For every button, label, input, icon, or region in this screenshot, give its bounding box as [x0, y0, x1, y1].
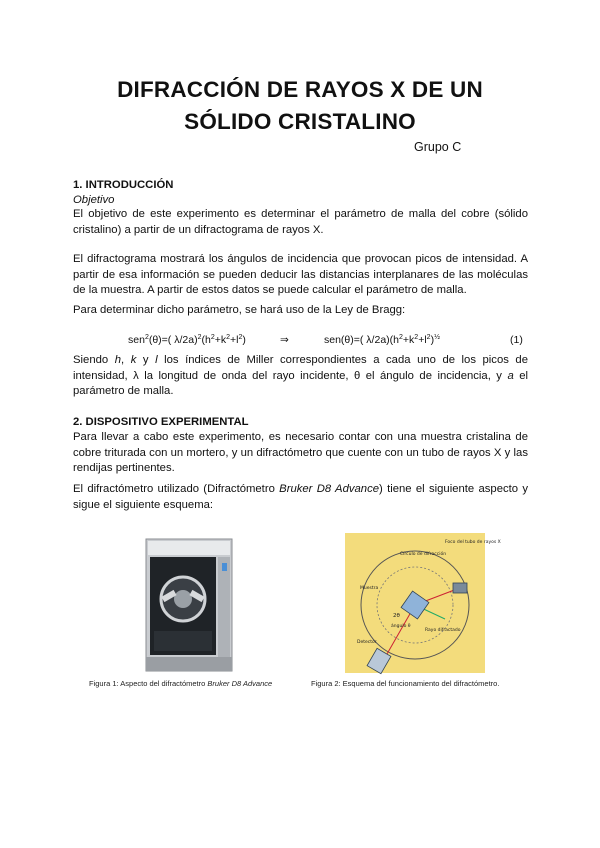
title-line-1: DIFRACCIÓN DE RAYOS X DE UN: [117, 77, 483, 102]
title-line-2: SÓLIDO CRISTALINO: [184, 109, 416, 134]
section-1-paragraph-3: Para determinar dicho parámetro, se hará uso de la Ley de Bragg:: [73, 304, 406, 316]
bragg-formula-arrow: ⇒: [280, 334, 289, 346]
label-focal: Foco del tubo de rayos X: [445, 540, 501, 545]
figure-1-caption: Figura 1: Aspecto del difractómetro Bruker D8 Advance: [89, 679, 273, 688]
group-label: Grupo C: [414, 140, 462, 154]
label-angulo: ángulo θ: [391, 624, 411, 629]
section-2-heading: 2. DISPOSITIVO EXPERIMENTAL: [73, 416, 249, 428]
diffractometer-schematic: [345, 533, 501, 673]
diffractometer-photo: [140, 535, 240, 675]
section-1-paragraph-2: El difractograma mostrará los ángulos de incidencia que provocan picos de intensidad. A partir de esa información se pueden deducir las distancias interplanares de las moléculas de la muestra. A partir de estos datos se puede calcular el parámetro de malla.: [73, 253, 528, 297]
section-1-paragraph-4: Siendo h, k y l los índices de Miller correspondientes a cada uno de los picos de intensidad, λ la longitud de onda del rayo incidente, θ el ángulo de incidencia, y a el parámetro de malla.: [73, 354, 528, 398]
figure-2-caption: Figura 2: Esquema del funcionamiento del difractómetro.: [311, 679, 500, 688]
document-title: [40, 74, 560, 138]
label-detector: Detector: [357, 640, 377, 645]
section-1-subheading: Objetivo: [73, 194, 115, 206]
formula-number: (1): [510, 334, 523, 346]
section-1-heading: 1. INTRODUCCIÓN: [73, 179, 174, 191]
section-2-paragraph-1: Para llevar a cabo este experimento, es necesario contar con una muestra cristalina de cobre triturada con un mortero, y un difractómetro que cuente con un tubo de rayos X y las rendijas pertinentes.: [73, 431, 528, 475]
section-1-paragraph-1: El objetivo de este experimento es determinar el parámetro de malla del cobre (sólido cristalino) a partir de un difractograma de rayos X.: [73, 208, 528, 236]
label-muestra: Muestra: [360, 586, 379, 591]
label-two-theta: 2θ: [393, 613, 400, 619]
bragg-formula-right: sen(θ)=( $\lambda/2a)(h^2+k^2+l^2)^{\frac{1}{2}}$: [324, 334, 440, 346]
section-2-paragraph-2: El difractómetro utilizado (Difractómetro Bruker D8 Advance) tiene el siguiente aspecto y sigue el siguiente esquema:: [73, 483, 528, 511]
bragg-formula-left: sen$^2$(θ)=( $\lambda/2a)^2(h^2+k^2+l^2)$: [128, 334, 246, 346]
label-rayo: Rayo difractado: [425, 628, 461, 633]
label-circle: Círculo de difracción: [400, 552, 447, 557]
